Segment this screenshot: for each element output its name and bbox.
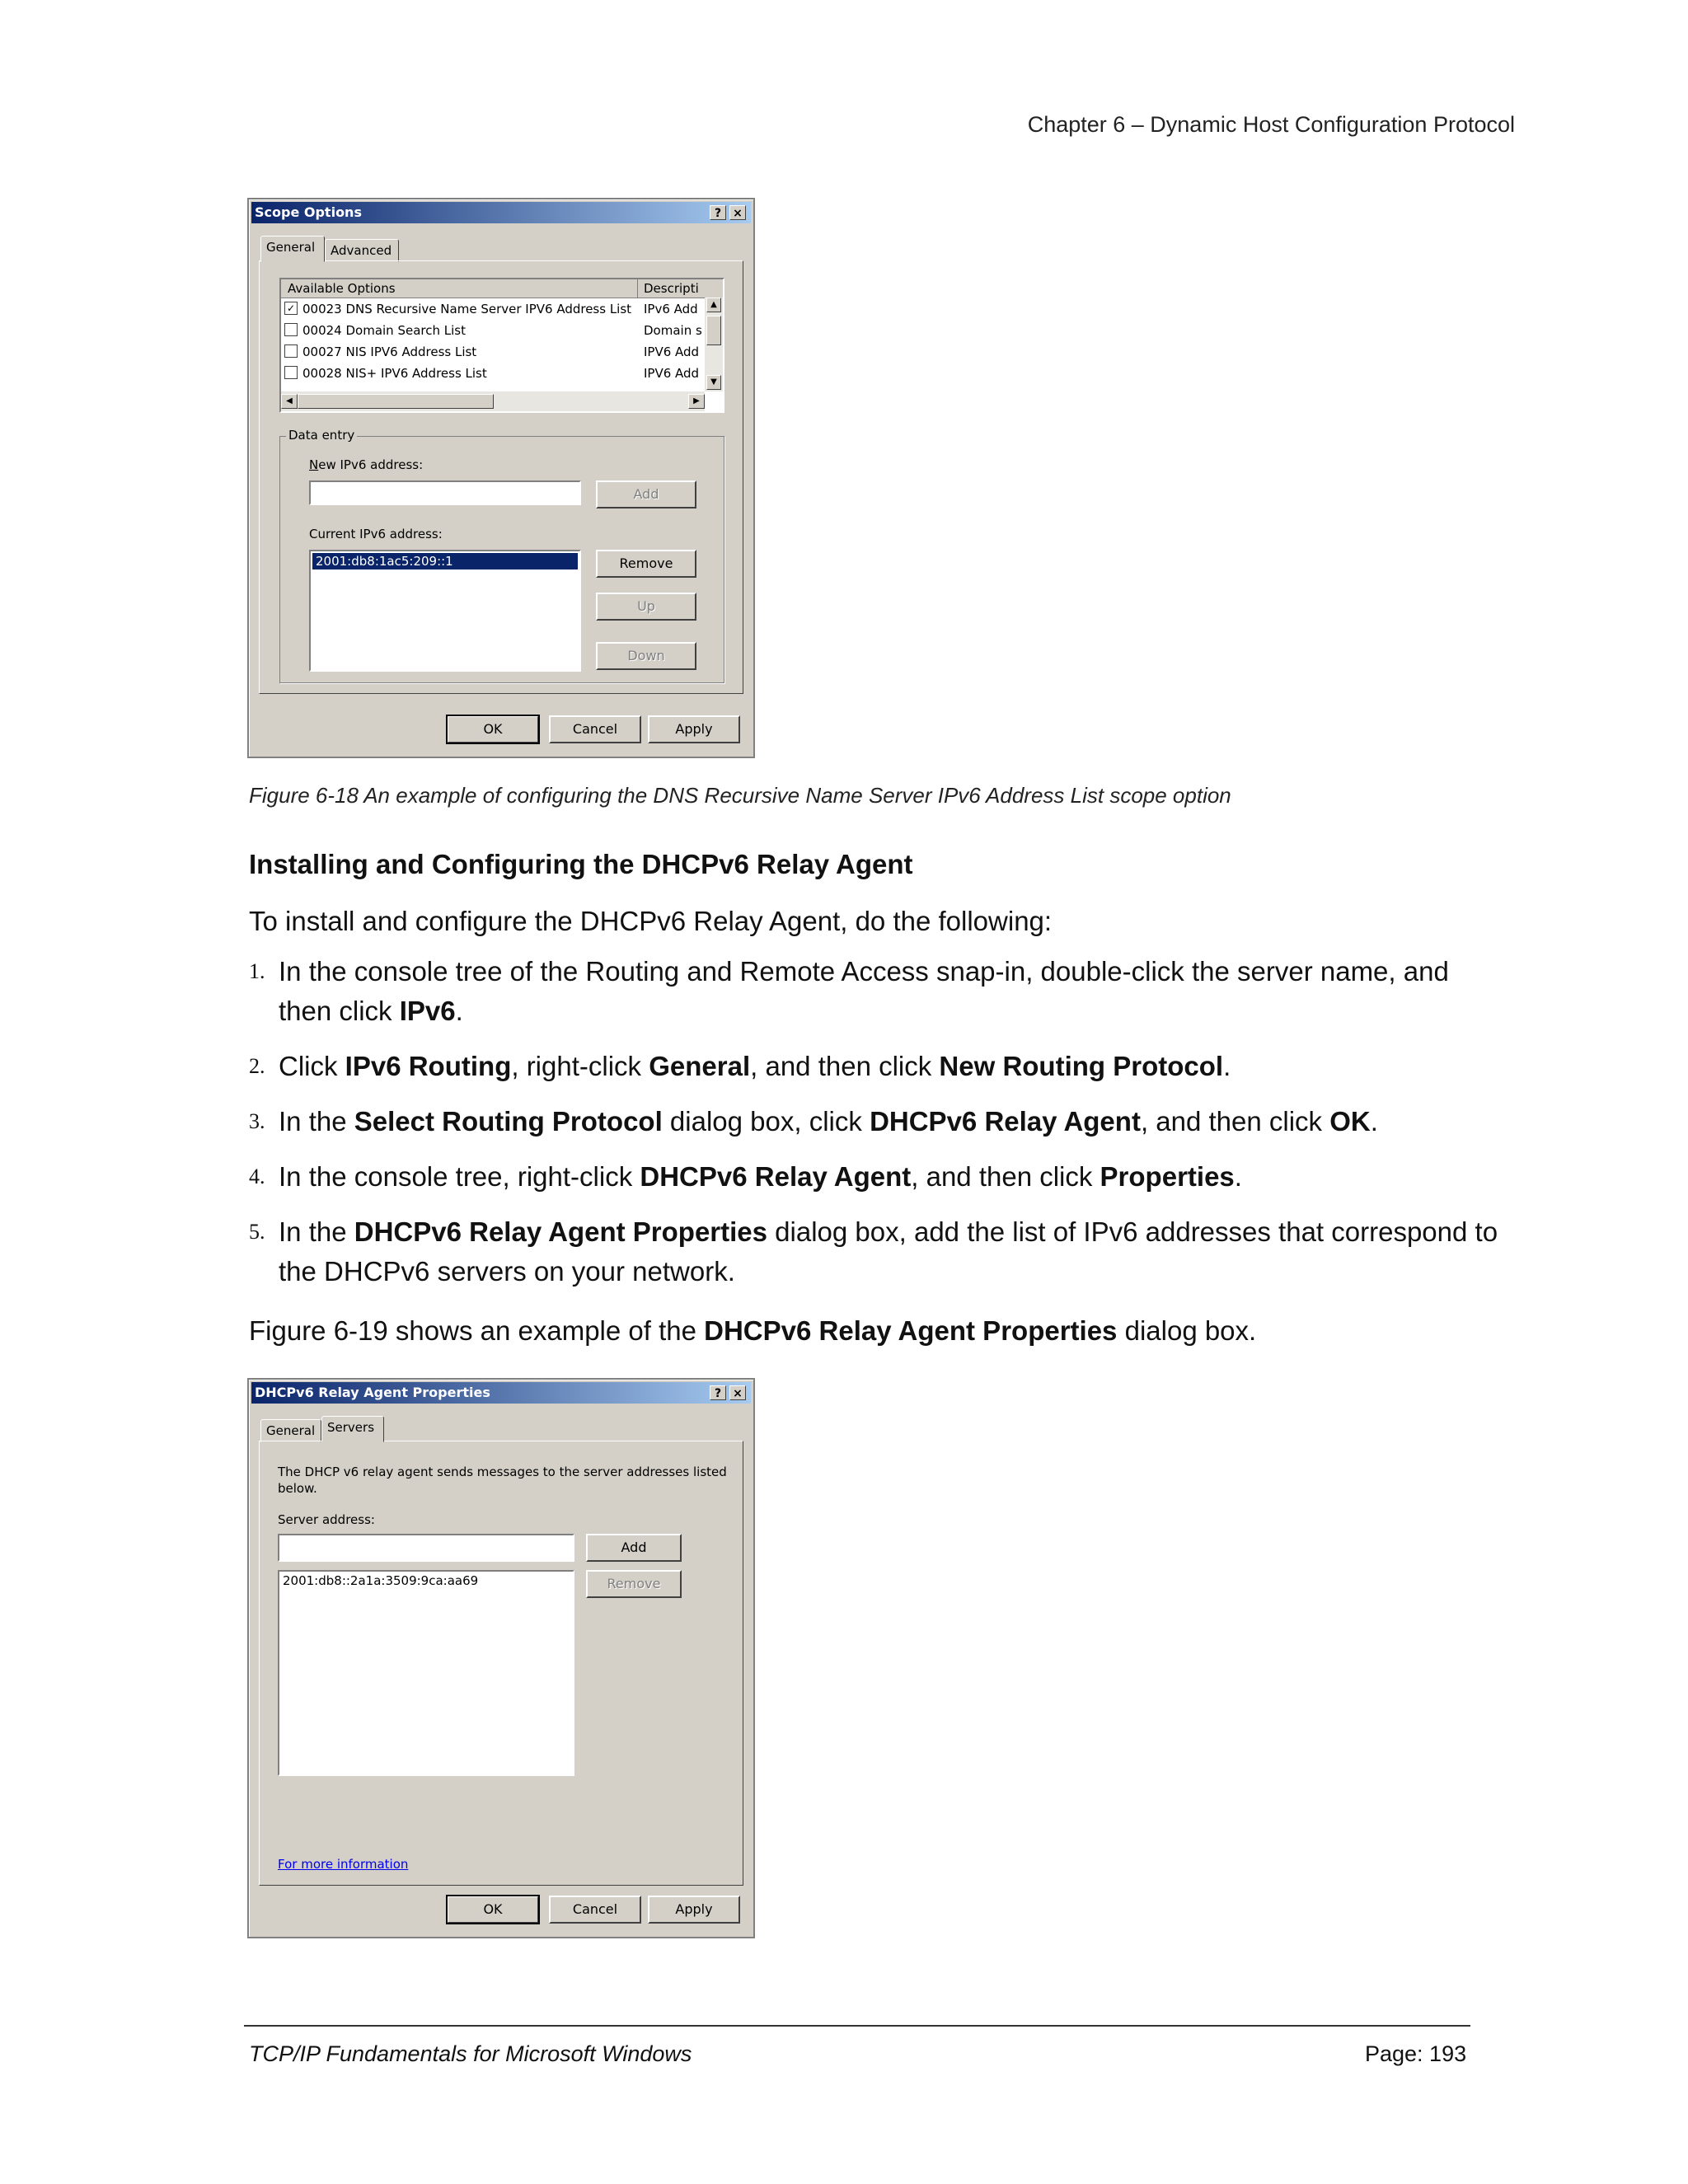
current-address-label: Current IPv6 address:	[309, 527, 443, 541]
apply-button[interactable]: Apply	[648, 1896, 740, 1924]
list-item[interactable]: 00024 Domain Search List	[284, 321, 466, 340]
help-icon[interactable]: ?	[710, 205, 726, 220]
server-address-label: Server address:	[278, 1512, 375, 1527]
step-item: 4. In the console tree, right-click DHCPv6 Relay Agent, and then click Properties.	[249, 1161, 1242, 1192]
ok-button[interactable]: OK	[447, 1896, 539, 1924]
checkbox[interactable]	[284, 323, 298, 336]
help-icon[interactable]: ?	[710, 1385, 726, 1400]
list-item[interactable]: 2001:db8::2a1a:3509:9ca:aa69	[283, 1573, 479, 1588]
dialog-titlebar	[251, 1382, 751, 1404]
checkbox[interactable]	[284, 366, 298, 379]
close-icon[interactable]: ×	[729, 205, 746, 220]
description-text: below.	[278, 1481, 317, 1496]
apply-button[interactable]: Apply	[648, 715, 740, 743]
more-information-link[interactable]: For more information	[278, 1857, 409, 1872]
column-header-description[interactable]: Descripti	[644, 281, 699, 296]
intro-paragraph: To install and configure the DHCPv6 Relay Agent, do the following:	[249, 906, 1053, 936]
section-heading: Installing and Configuring the DHCPv6 Relay Agent	[249, 849, 913, 879]
server-address-list[interactable]	[278, 1570, 574, 1776]
available-options-list[interactable]	[279, 278, 724, 413]
list-header	[281, 279, 723, 298]
running-header: Chapter 6 – Dynamic Host Configuration Protocol	[1027, 112, 1515, 137]
description-cell: IPV6 Add	[644, 366, 700, 381]
footer-title: TCP/IP Fundamentals for Microsoft Windows	[249, 2041, 692, 2066]
new-ipv6-address-input[interactable]	[309, 480, 581, 505]
ok-button[interactable]: OK	[447, 715, 539, 743]
steps-list	[249, 952, 1502, 1307]
close-icon[interactable]: ×	[729, 1385, 746, 1400]
list-item[interactable]: ✓ 00023 DNS Recursive Name Server IPV6 Address List	[284, 299, 631, 319]
horizontal-scrollbar[interactable]	[281, 391, 705, 411]
scroll-thumb[interactable]	[298, 394, 494, 409]
group-label: Data entry	[286, 428, 357, 443]
step-item: 2. Click IPv6 Routing, right-click General, and then click New Routing Protocol.	[249, 1051, 1231, 1081]
scroll-left-icon[interactable]: ◀	[281, 394, 298, 409]
remove-button[interactable]: Remove	[586, 1570, 682, 1598]
dialog-titlebar	[251, 202, 751, 223]
cancel-button[interactable]: Cancel	[549, 715, 641, 743]
server-address-input[interactable]	[278, 1534, 574, 1562]
dialog-title: Scope Options	[255, 204, 362, 220]
tab-servers[interactable]: Servers	[321, 1416, 384, 1442]
tab-general[interactable]: General	[260, 236, 325, 262]
tab-advanced[interactable]: Advanced	[325, 239, 399, 262]
figure-caption: Figure 6-18 An example of configuring the DNS Recursive Name Server IPv6 Address List scope option	[249, 783, 1231, 808]
list-item-selected[interactable]: 2001:db8:1ac5:209::1	[312, 553, 578, 569]
column-header-options[interactable]: Available Options	[288, 281, 396, 296]
dialog-title: DHCPv6 Relay Agent Properties	[255, 1385, 490, 1400]
tab-panel	[259, 260, 743, 694]
tab-panel	[259, 1441, 743, 1886]
list-item[interactable]: 00028 NIS+ IPV6 Address List	[284, 363, 487, 383]
remove-button[interactable]: Remove	[596, 550, 696, 578]
current-ipv6-address-list[interactable]	[309, 550, 581, 672]
up-button[interactable]: Up	[596, 593, 696, 621]
scroll-right-icon[interactable]: ▶	[688, 394, 705, 409]
new-address-label: New IPv6 address:	[309, 457, 424, 472]
scroll-thumb[interactable]	[706, 316, 721, 345]
relay-agent-properties-dialog	[247, 1378, 755, 1938]
checkbox[interactable]	[284, 344, 298, 358]
list-item[interactable]: 00027 NIS IPV6 Address List	[284, 342, 476, 362]
page-number: Page: 193	[1365, 2041, 1467, 2066]
cancel-button[interactable]: Cancel	[549, 1896, 641, 1924]
add-button[interactable]: Add	[586, 1534, 682, 1562]
options-rows	[281, 299, 705, 390]
description-cell: Domain s	[644, 323, 702, 338]
step-item: 5. In the DHCPv6 Relay Agent Properties dialog box, add the list of IPv6 addresses that correspond to the DHCPv6 servers on your network.	[249, 1216, 1498, 1286]
tab-general[interactable]: General	[260, 1419, 321, 1442]
scroll-down-icon[interactable]: ▼	[706, 375, 721, 390]
description-cell: IPV6 Add	[644, 344, 700, 359]
down-button[interactable]: Down	[596, 642, 696, 670]
step-item: 1. In the console tree of the Routing and Remote Access snap-in, double-click the server name, and then click IPv6.	[249, 956, 1449, 1026]
vertical-scrollbar[interactable]	[705, 298, 723, 391]
footer-rule	[244, 2025, 1470, 2027]
figure-reference-paragraph: Figure 6-19 shows an example of the DHCPv6 Relay Agent Properties dialog box.	[249, 1315, 1257, 1346]
description-text: The DHCP v6 relay agent sends messages to the server addresses listed	[278, 1465, 727, 1479]
scroll-up-icon[interactable]: ▲	[706, 298, 721, 312]
scope-options-dialog	[247, 198, 755, 758]
step-item: 3. In the Select Routing Protocol dialog box, click DHCPv6 Relay Agent, and then click OK.	[249, 1106, 1378, 1137]
add-button[interactable]: Add	[596, 480, 696, 509]
checkbox-checked[interactable]: ✓	[284, 302, 298, 315]
description-cell: IPv6 Add	[644, 302, 698, 316]
